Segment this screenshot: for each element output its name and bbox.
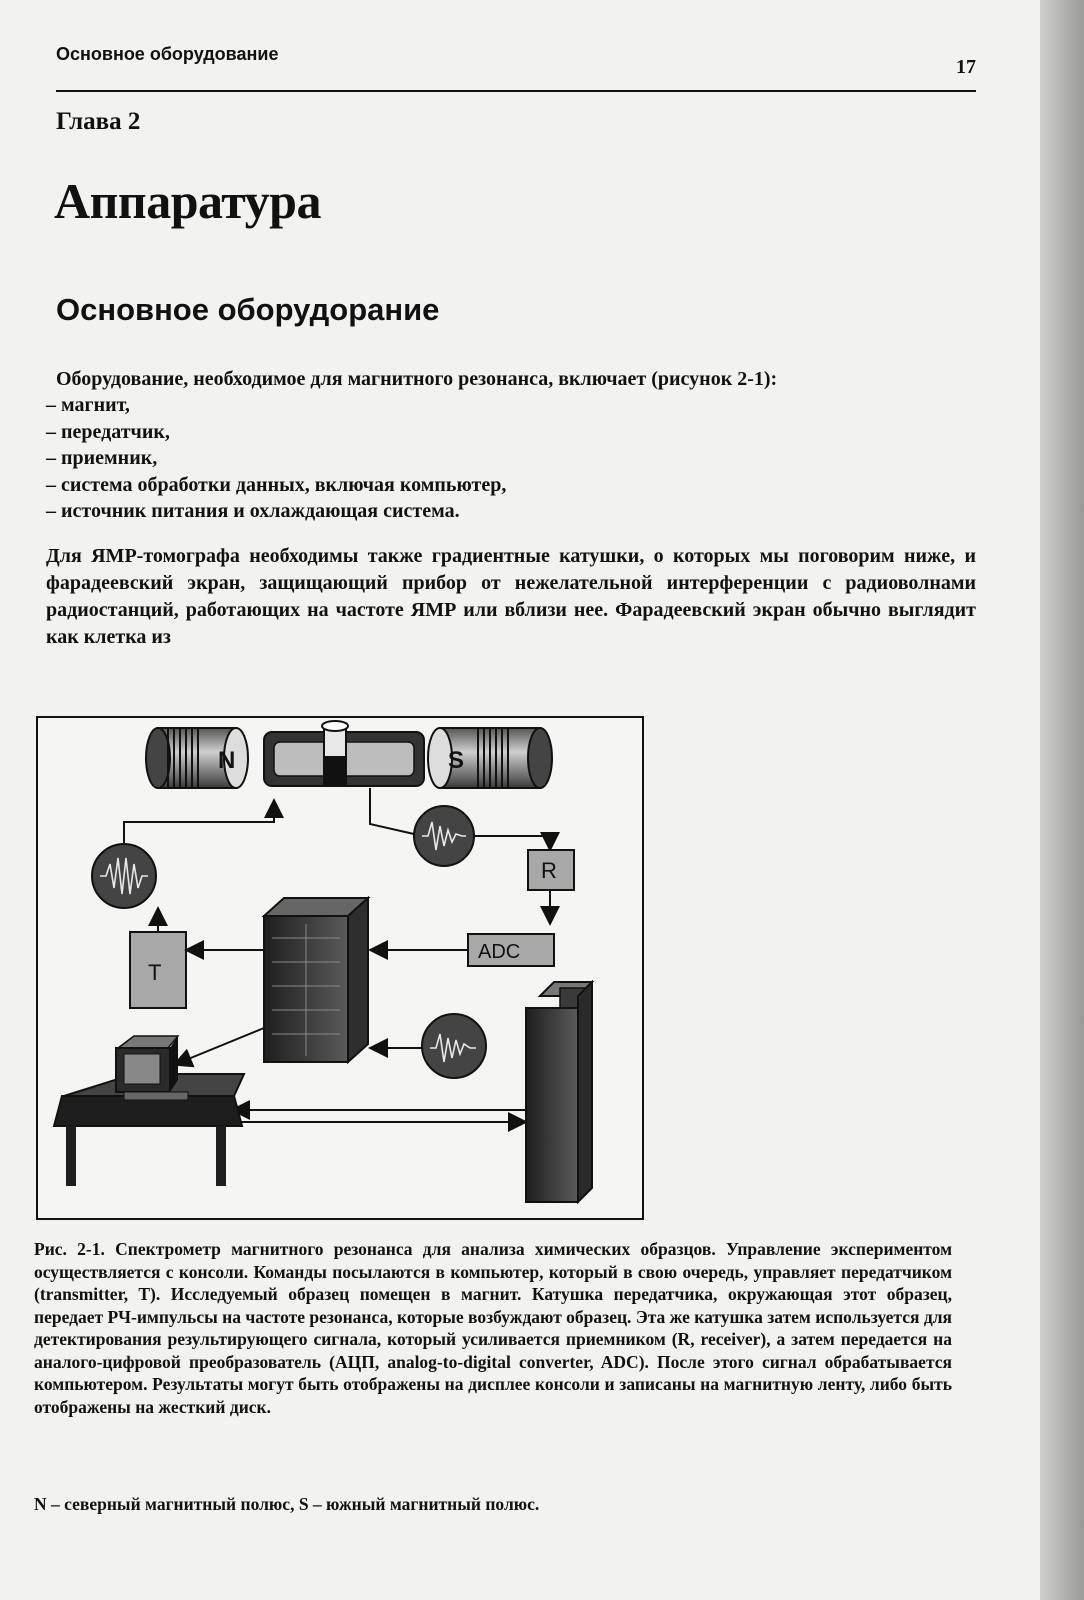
adc-label: ADC xyxy=(478,941,521,963)
north-pole-magnet xyxy=(146,728,248,788)
echo-signal-icon xyxy=(414,806,474,866)
bleed-through-text xyxy=(560,648,567,678)
spectrometer-figure xyxy=(36,716,644,1220)
main-computer-cabinet xyxy=(264,898,368,1062)
running-head: Основное оборудование xyxy=(56,44,279,64)
chapter-title: Аппаратура xyxy=(54,173,321,229)
south-label: S xyxy=(448,747,465,774)
equipment-list xyxy=(46,392,506,525)
caption-label: Рис. 2-1. xyxy=(34,1239,105,1259)
figure-caption xyxy=(34,1238,952,1418)
north-label: N xyxy=(218,747,236,774)
section-title: Основное оборудорание xyxy=(56,292,440,327)
adc-box xyxy=(468,934,554,966)
transmitter-box xyxy=(130,932,186,1008)
page-header xyxy=(56,40,976,92)
sample-coil xyxy=(264,721,424,786)
transmitter-label: T xyxy=(148,960,162,985)
list-item: – система обработки данных, включая компьютер, xyxy=(46,472,506,499)
display-signal-icon xyxy=(422,1014,486,1078)
receiver-label: R xyxy=(541,858,557,883)
storage-tower xyxy=(526,982,592,1202)
list-item: – магнит, xyxy=(46,392,506,419)
magnet-to-signal-line xyxy=(370,788,414,834)
list-item: – приемник, xyxy=(46,445,506,472)
spectrometer-diagram xyxy=(38,718,642,1218)
pulse-to-magnet-arrow xyxy=(124,802,274,844)
list-item: – передатчик, xyxy=(46,419,506,446)
receiver-box xyxy=(528,850,574,890)
list-item: – источник питания и охлаждающая система. xyxy=(46,498,506,525)
rf-pulse-icon xyxy=(92,844,156,908)
page-edge-shadow xyxy=(1040,0,1084,1600)
computer-to-console-arrow xyxy=(176,1028,264,1064)
page-number: 17 xyxy=(956,56,976,78)
intro-text: Оборудование, необходимое для магнитного резонанса, включает (рисунок 2-1): xyxy=(56,368,778,390)
operator-console xyxy=(54,1036,244,1186)
chapter-label: Глава 2 xyxy=(56,108,141,135)
body-paragraph: Для ЯМР-томографа необходимы также градиентные катушки, о которых мы поговорим ниже, и фарадеевский экран, защищающий прибор от нежелательной интерференции с радиоволнами радиостанций, работающих на частоте ЯМР или вблизи нее. Фарадеевский экран обычно выглядит как клетка из xyxy=(46,545,976,648)
south-pole-magnet xyxy=(428,728,552,788)
caption-text: Спектрометр магнитного резонанса для анализа химических образцов. Управление экспериментом осуществляется с консоли. Команды посылаются в компьютер, который в свою очередь, управляет передатчиком (transmitter, T). Исследуемый образец помещен в магнит. Катушка передатчика, окружающая этот образец, передает РЧ-импульсы на частоте резонанса, которые возбуждают образец. Эта же катушка затем используется для детектирования результирующего сигнала, который усиливается приемником (R, receiver), а затем передается на аналого-цифровой преобразователь (АЦП, analog-to-digital converter, ADC). После этого сигнал обрабатывается компьютером. Результаты могут быть отображены на дисплее консоли и записаны на магнитную ленту, либо быть отображены на жесткий диск. xyxy=(34,1239,953,1417)
poles-legend: N – северный магнитный полюс, S – южный магнитный полюс. xyxy=(34,1494,540,1514)
